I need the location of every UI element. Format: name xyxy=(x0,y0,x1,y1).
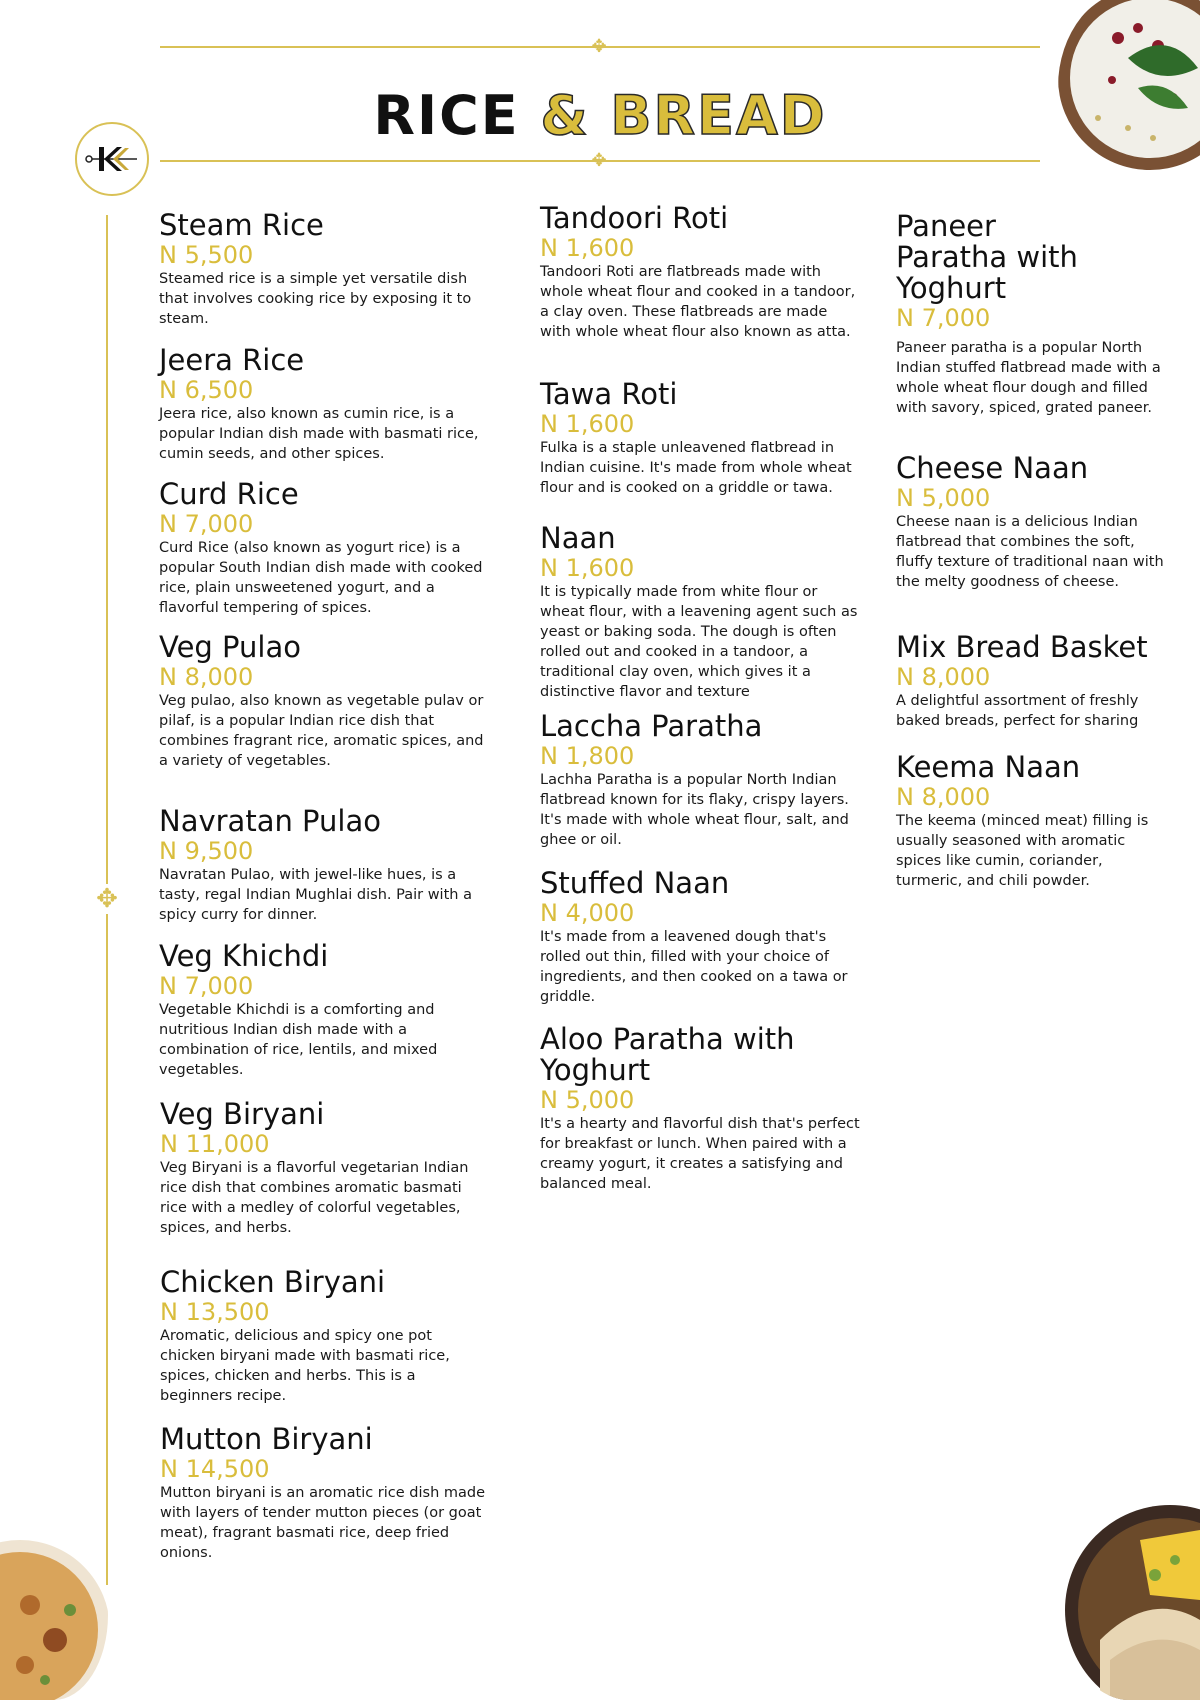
item-price: N 5,000 xyxy=(540,1086,635,1114)
item-name: Jeera Rice xyxy=(159,343,305,377)
menu-item xyxy=(160,1267,490,1406)
item-name: Steam Rice xyxy=(159,208,324,242)
menu-item xyxy=(896,453,1166,592)
item-price: N 7,000 xyxy=(159,510,254,538)
item-name: Stuffed Naan xyxy=(540,866,730,900)
item-name: Navratan Pulao xyxy=(159,804,381,838)
item-name: Tandoori Roti xyxy=(540,201,729,235)
item-description: Steamed rice is a simple yet versatile dish that involves cooking rice by exposing it to steam. xyxy=(159,271,472,327)
item-description: Navratan Pulao, with jewel-like hues, is a tasty, regal Indian Mughlai dish. Pair with a spicy curry for dinner. xyxy=(159,867,472,923)
menu-item xyxy=(896,632,1196,731)
fleuron-ornament-icon: ✥ xyxy=(591,36,607,57)
page-title xyxy=(0,84,1200,147)
item-name: Veg Khichdi xyxy=(159,939,329,973)
item-description: Vegetable Khichdi is a comforting and nutritious Indian dish made with a combination of rice, lentils, and mixed vegetables. xyxy=(159,1002,438,1078)
menu-item xyxy=(896,209,1161,418)
item-description: Mutton biryani is an aromatic rice dish made with layers of tender mutton pieces (or goat meat), fragrant basmati rice, deep fried onions. xyxy=(160,1485,486,1561)
item-price: N 11,000 xyxy=(160,1130,270,1158)
item-price: N 13,500 xyxy=(160,1298,270,1326)
item-description: A delightful assortment of freshly baked breads, perfect for sharing xyxy=(896,693,1139,729)
item-price: N 5,000 xyxy=(896,484,991,512)
item-price: N 8,000 xyxy=(896,783,991,811)
item-price: N 8,000 xyxy=(159,663,254,691)
item-price: N 5,500 xyxy=(159,241,254,269)
title-part-2: & BREAD xyxy=(540,84,827,147)
item-description: Veg pulao, also known as vegetable pulav or pilaf, is a popular Indian rice dish that combines fragrant rice, aromatic spices, and a variety of vegetables. xyxy=(159,693,484,769)
title-part-1: RICE xyxy=(373,84,520,147)
menu-item xyxy=(160,1424,495,1563)
menu-item xyxy=(159,345,489,464)
item-name: Veg Biryani xyxy=(160,1097,325,1131)
item-description: It is typically made from white flour or wheat flour, with a leavening agent such as yeast or baking soda. The dough is often rolled out and cooked in a tandoor, a traditional clay oven, which gives it a distinctive flavor and texture xyxy=(540,584,858,700)
menu-item xyxy=(159,806,489,925)
item-name: Cheese Naan xyxy=(896,451,1089,485)
item-price: N 1,600 xyxy=(540,554,635,582)
item-description: Curd Rice (also known as yogurt rice) is a popular South Indian dish made with cooked rice, plain unsweetened yogurt, and a flavorful tempering of spices. xyxy=(159,540,483,616)
fleuron-ornament-icon: ✥ xyxy=(591,150,607,171)
item-description: Fulka is a staple unleavened flatbread in Indian cuisine. It's made from whole wheat flour and is cooked on a griddle or tawa. xyxy=(540,440,852,496)
menu-item xyxy=(160,1099,490,1238)
item-description: It's made from a leavened dough that's rolled out thin, filled with your choice of ingredients, and then cooked on a tawa or griddle. xyxy=(540,929,848,1005)
item-price: N 1,600 xyxy=(540,410,635,438)
item-price: N 4,000 xyxy=(540,899,635,927)
item-name: Mutton Biryani xyxy=(160,1422,373,1456)
curd-rice-bowl-image xyxy=(1058,0,1200,186)
item-name: Mix Bread Basket xyxy=(896,630,1148,664)
menu-item xyxy=(159,479,489,618)
item-price: N 1,800 xyxy=(540,742,635,770)
menu-item xyxy=(159,632,489,771)
item-name: Aloo Paratha with Yoghurt xyxy=(540,1022,795,1087)
item-price: N 7,000 xyxy=(896,304,991,332)
k-arrow-logo-icon xyxy=(75,122,149,196)
fleuron-ornament-icon: ✥ xyxy=(94,884,120,914)
item-name: Curd Rice xyxy=(159,477,299,511)
menu-item xyxy=(540,523,860,702)
item-description: Paneer paratha is a popular North Indian stuffed flatbread made with a whole wheat flour dough and filled with savory, spiced, grated paneer. xyxy=(896,340,1161,416)
item-price: N 9,500 xyxy=(159,837,254,865)
item-description: The keema (minced meat) filling is usually seasoned with aromatic spices like cumin, coriander, turmeric, and chili powder. xyxy=(896,813,1149,889)
menu-item xyxy=(896,752,1166,891)
paratha-basket-image xyxy=(1060,1500,1200,1700)
naan-plate-image xyxy=(0,1530,108,1700)
item-description: Lachha Paratha is a popular North Indian flatbread known for its flaky, crispy layers. It's made with whole wheat flour, salt, and ghee or oil. xyxy=(540,772,849,848)
menu-item xyxy=(540,868,860,1007)
item-description: Tandoori Roti are flatbreads made with whole wheat flour and cooked in a tandoor, a clay oven. These flatbreads are made with whole wheat flour also known as atta. xyxy=(540,264,856,340)
item-price: N 1,600 xyxy=(540,234,635,262)
item-name: Paneer Paratha with Yoghurt xyxy=(896,209,1078,305)
menu-item xyxy=(540,203,860,342)
item-name: Laccha Paratha xyxy=(540,709,763,743)
menu-item xyxy=(540,379,860,498)
item-description: It's a hearty and flavorful dish that's perfect for breakfast or lunch. When paired with a creamy yogurt, it creates a satisfying and balanced meal. xyxy=(540,1116,860,1192)
item-price: N 14,500 xyxy=(160,1455,270,1483)
menu-item xyxy=(540,711,860,850)
item-name: Naan xyxy=(540,521,616,555)
item-name: Chicken Biryani xyxy=(160,1265,386,1299)
item-description: Jeera rice, also known as cumin rice, is a popular Indian dish made with basmati rice, cumin seeds, and other spices. xyxy=(159,406,479,462)
item-description: Aromatic, delicious and spicy one pot chicken biryani made with basmati rice, spices, chicken and herbs. This is a beginners recipe. xyxy=(160,1328,450,1404)
item-name: Tawa Roti xyxy=(540,377,678,411)
item-description: Veg Biryani is a flavorful vegetarian Indian rice dish that combines aromatic basmati rice with a medley of colorful vegetables, spices, and herbs. xyxy=(160,1160,469,1236)
item-name: Veg Pulao xyxy=(159,630,301,664)
menu-item xyxy=(159,941,489,1080)
item-description: Cheese naan is a delicious Indian flatbread that combines the soft, fluffy texture of traditional naan with the melty goodness of cheese. xyxy=(896,514,1164,590)
item-price: N 6,500 xyxy=(159,376,254,404)
item-price: N 8,000 xyxy=(896,663,991,691)
menu-item xyxy=(540,1024,860,1194)
item-price: N 7,000 xyxy=(159,972,254,1000)
menu-item xyxy=(159,210,489,329)
item-name: Keema Naan xyxy=(896,750,1081,784)
